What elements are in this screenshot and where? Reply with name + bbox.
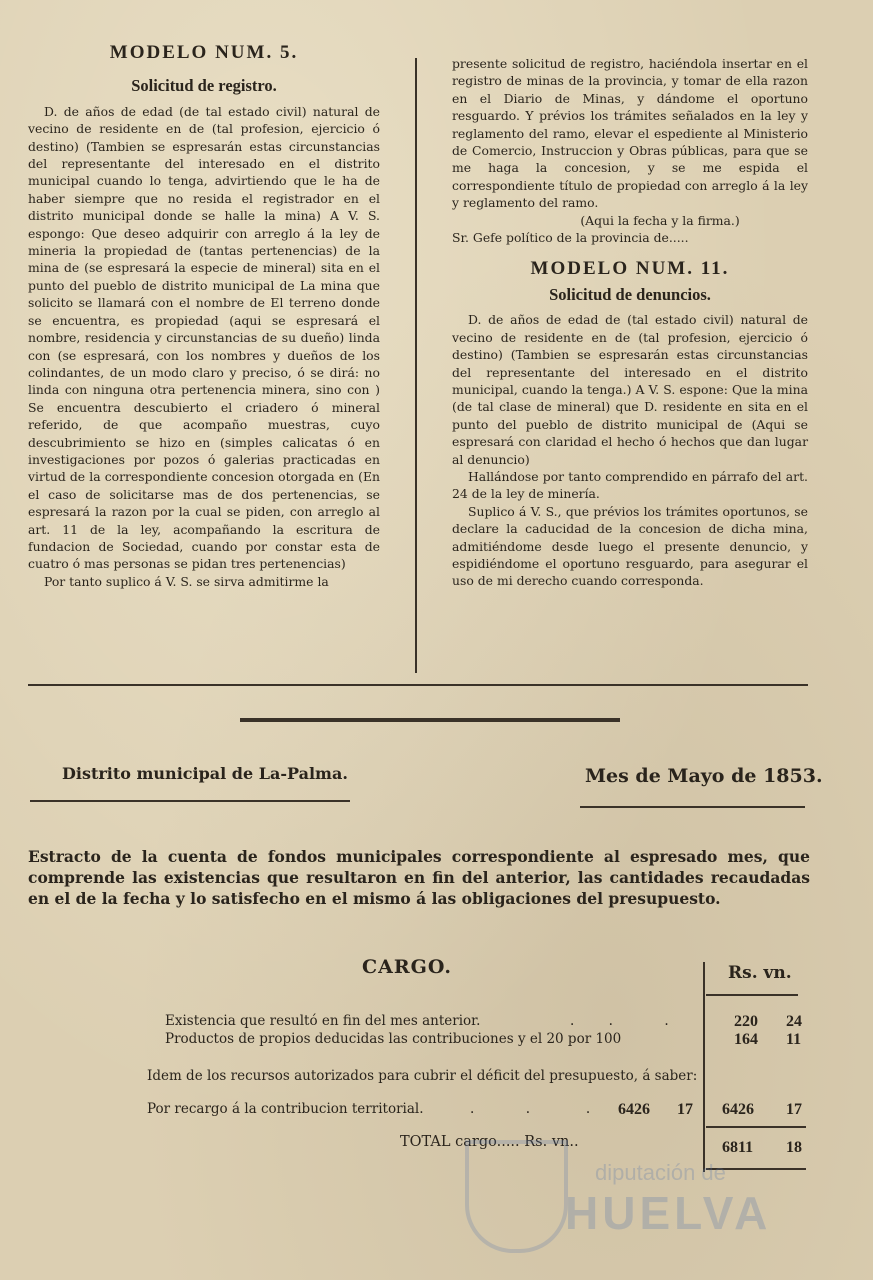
row-total-cents: 18 [786, 1139, 802, 1156]
model-11-para3: Suplico á V. S., que prévios los trámites oportunos, se declare la caducidad de la concesion de dicha mina, admitiéndome desde luego el presente denuncio, y espidiéndome el oportuno resguardo, para asegurar el uso de mi derecho cuando corresponda. [452, 503, 808, 589]
row-recargo-partial-reales: 6426 [618, 1101, 650, 1118]
amount-header-rule [706, 994, 798, 996]
row-productos-cents: 11 [786, 1031, 802, 1048]
huelva-watermark [465, 1140, 795, 1250]
model-11-subtitle: Solicitud de denuncios. [549, 284, 711, 304]
account-extract: Estracto de la cuenta de fondos municipales correspondiente al espresado mes, que comprende las existencias que resultaron en fin del anterior, las cantidades recaudadas en el de la fecha y lo satisfecho en el mismo á las obligaciones del presupuesto. [28, 847, 810, 908]
cargo-title: CARGO. [362, 956, 452, 978]
district-underline [30, 800, 350, 802]
model-11-title: MODELO NUM. 11. [530, 258, 730, 280]
watermark-small-text: diputación de [595, 1160, 726, 1185]
row-productos-reales: 164 [734, 1031, 758, 1048]
month-heading: Mes de Mayo de 1853. [585, 765, 823, 787]
right-column [452, 55, 808, 590]
district-heading: Distrito municipal de La-Palma. [62, 764, 348, 783]
shield-icon [465, 1140, 568, 1253]
row-existencia-dots: . . . [570, 1013, 669, 1029]
month-underline [580, 806, 805, 808]
model-5-subtitle: Solicitud de registro. [131, 76, 277, 96]
signature-note: (Aqui la fecha y la firma.) [580, 212, 740, 228]
row-idem-label: Idem de los recursos autorizados para cubrir el déficit del presupuesto, á saber: [147, 1068, 698, 1084]
row-existencia-reales: 220 [734, 1013, 758, 1030]
row-recargo-partial-cents: 17 [677, 1101, 693, 1118]
row-existencia-label: Existencia que resultó en fin del mes anterior. [165, 1013, 481, 1029]
column-divider [415, 58, 417, 673]
model-5-continuation: presente solicitud de registro, haciéndola insertar en el registro de minas de la provincia, y tomar de ella razon en el Diario de Minas, y dándome el oportuno resguardo. Y prévios los trámites señalados en la ley y reglamento del ramo, elevar el espediente al Ministerio de Comercio, Instruccion y Obras públicas, para que se me haga la concesion, y se me espida el correspondiente título de propiedad con arreglo á la ley y reglamento del ramo. [452, 56, 808, 211]
row-recargo-dots: . . . [470, 1101, 591, 1117]
separator-bar [240, 718, 620, 722]
model-5-body: D. de años de edad (de tal estado civil) natural de vecino de residente en de (tal profesion, ejercicio ó destino) (Tambien se espresarán estas circunstancias del representante del interesado en el distrito municipal cuando lo tenga, advirtiendo que le ha de haber siempre que no resida el registrador en el distrito municipal donde se halle la mina) A V. S. espongo: Que deseo adquirir con arreglo á la ley de mineria la propiedad de (tantas pertenencias) de la mina de (se espresará la especie de mineral) sita en el punto del pueblo de distrito municipal de La mina que solicito se llamará con el nombre de El terreno donde se encuentra, es propiedad (aqui se espresará el nombre, residencia y circunstancias de su dueño) linda con (se espresará, con los nombres y dueños de los colindantes, de un modo claro y preciso, ó se dirá: no linda con ninguna otra pertenencia minera, sino con ) Se encuentra descubierto el criadero ó mineral referido, de que acompaño muestras, cuyo descubrimiento se hizo en (simples calicatas ó en investigaciones por pozos ó galerias practicadas en virtud de la correspondiente concesion otorgada en (En el caso de solicitarse mas de dos pertenencias, se espresará la razon por la cual se piden, con arreglo al art. 11 de la ley, acompañando la escritura de fundacion de Sociedad, cuando por constar esta de cuatro ó mas personas se pidan tres pertenencias) [28, 103, 380, 572]
addressee: Sr. Gefe político de la provincia de..... [452, 230, 689, 246]
model-11-body: D. de años de edad de (tal estado civil) natural de vecino de residente en de (tal profesion, ejercicio ó destino) (Tambien se espresarán estas circunstancias del representante del interesado en el distrito municipal, cuando la tenga.) A V. S. espone: Que la mina (de tal clase de mineral) que D. residente en sita en el punto del pueblo de distrito municipal de (Aqui se espresará con claridad el hecho ó hechos que dan lugar al denuncio) [452, 312, 808, 467]
row-recargo-cents: 17 [786, 1101, 802, 1118]
row-total-reales: 6811 [722, 1139, 754, 1156]
total-top-rule [706, 1126, 806, 1128]
amount-column-header: Rs. vn. [728, 963, 792, 983]
model-5-title: MODELO NUM. 5. [109, 42, 299, 63]
model-11-para2: Hallándose por tanto comprendido en párrafo del art. 24 de la ley de minería. [452, 468, 808, 502]
row-recargo-label: Por recargo á la contribucion territorial. [147, 1101, 424, 1117]
row-productos-label: Productos de propios deducidas las contribuciones y el 20 por 100 [165, 1031, 622, 1047]
row-existencia-cents: 24 [786, 1013, 802, 1030]
watermark-big-text: HUELVA [565, 1187, 772, 1239]
separator-top [28, 684, 808, 686]
row-total-label: TOTAL cargo..... Rs. vn.. [400, 1134, 579, 1150]
row-recargo-reales: 6426 [722, 1101, 754, 1118]
left-column [28, 44, 380, 590]
model-5-closing: Por tanto suplico á V. S. se sirva admitirme la [44, 573, 329, 589]
